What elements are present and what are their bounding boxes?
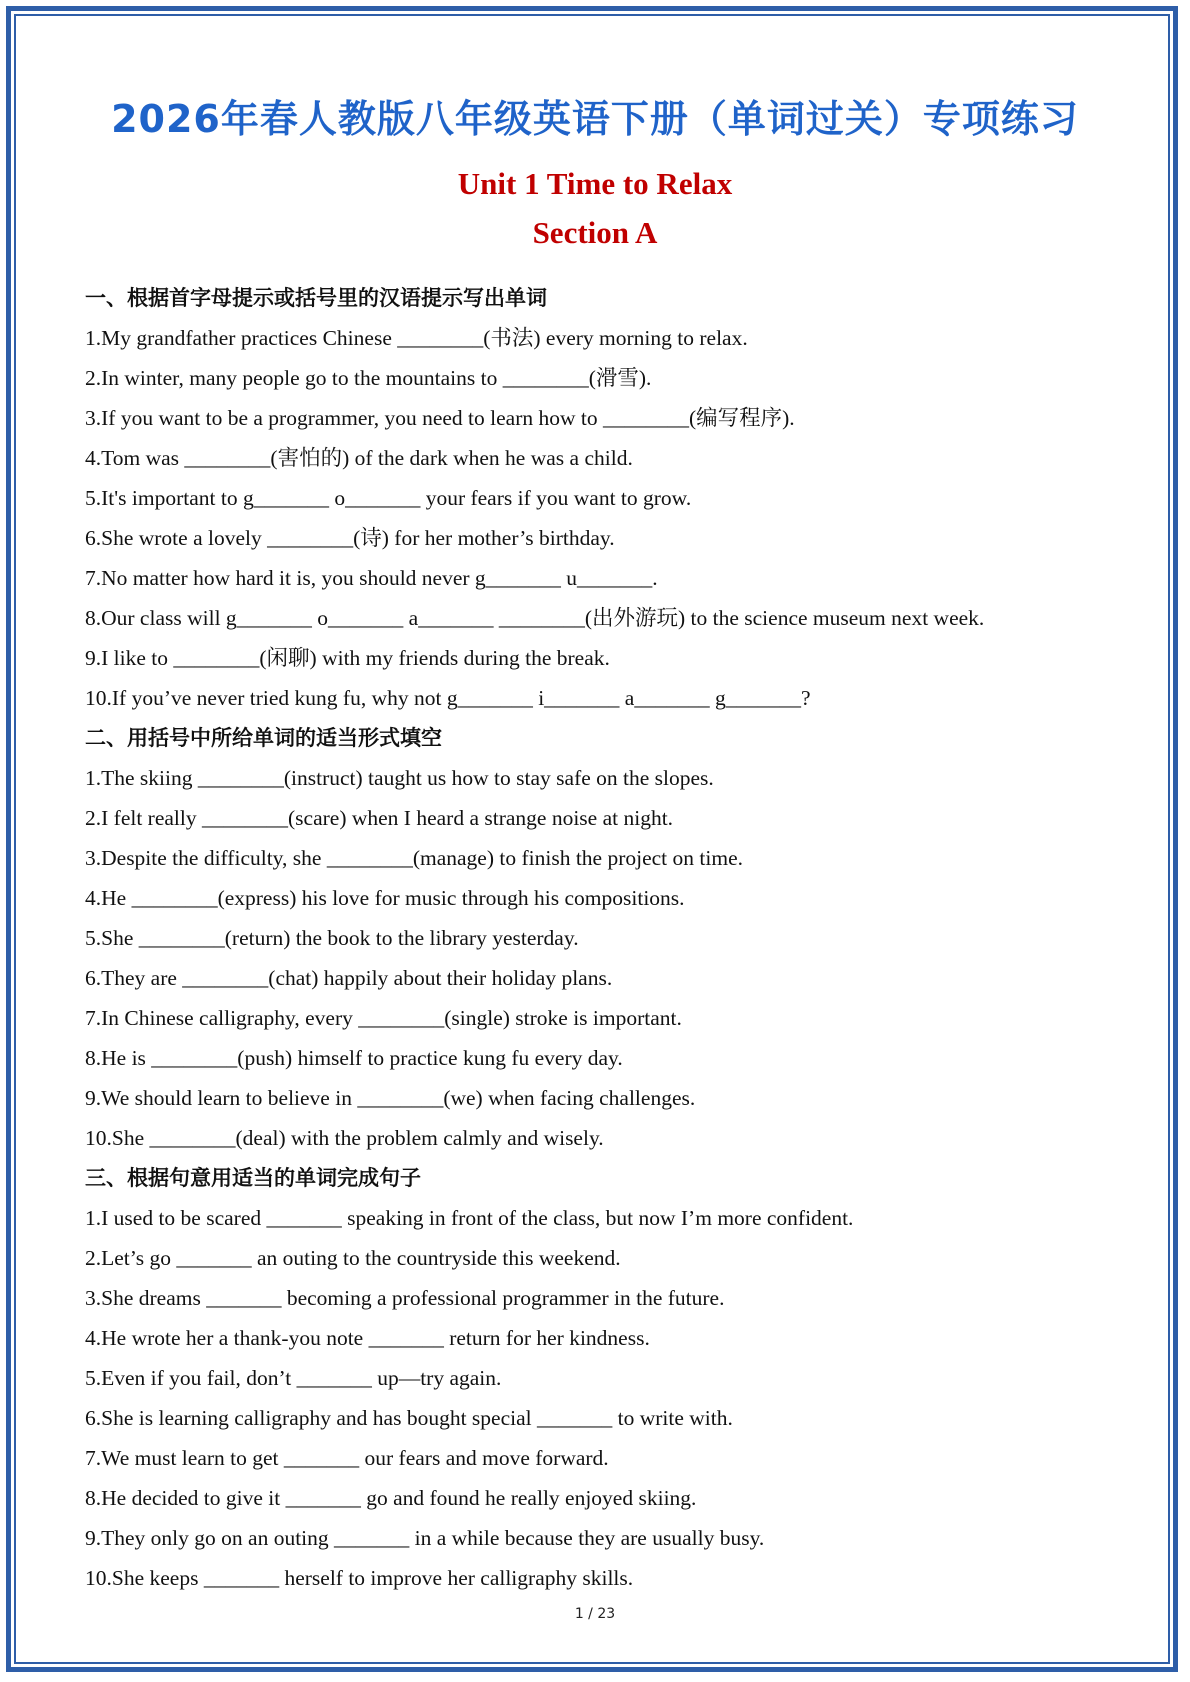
exercise-item: 9.They only go on an outing _______ in a while because they are usually busy. (85, 1526, 765, 1550)
exercise-item: 9.I like to ________(闲聊) with my friends during the break. (85, 646, 610, 670)
exercise-item: 7.In Chinese calligraphy, every ________(single) stroke is important. (85, 1006, 682, 1030)
exercise-item: 2.In winter, many people go to the mountains to ________(滑雪). (85, 366, 652, 390)
part-heading: 三、根据句意用适当的单词完成句子 (85, 1166, 421, 1190)
exercise-item: 3.She dreams _______ becoming a professional programmer in the future. (85, 1286, 725, 1310)
part-2 (85, 718, 1125, 1158)
exercise-item: 2.Let’s go _______ an outing to the countryside this weekend. (85, 1246, 621, 1270)
exercise-item: 1.My grandfather practices Chinese ________(书法) every morning to relax. (85, 326, 748, 350)
part-1 (85, 278, 1125, 718)
exercise-item: 8.Our class will g_______ o_______ a_______ ________(出外游玩) to the science museum next week. (85, 606, 985, 630)
exercise-item: 10.She ________(deal) with the problem calmly and wisely. (85, 1126, 604, 1150)
exercise-item: 4.He ________(express) his love for music through his compositions. (85, 886, 685, 910)
exercise-item: 6.She wrote a lovely ________(诗) for her mother’s birthday. (85, 526, 615, 550)
page-number: 1 / 23 (574, 1606, 616, 1622)
exercise-item: 5.Even if you fail, don’t _______ up—try again. (85, 1366, 502, 1390)
exercise-item: 6.She is learning calligraphy and has bought special _______ to write with. (85, 1406, 733, 1430)
exercise-item: 10.If you’ve never tried kung fu, why not g_______ i_______ a_______ g_______? (85, 686, 811, 710)
part-heading: 一、根据首字母提示或括号里的汉语提示写出单词 (85, 286, 547, 310)
exercise-item: 3.Despite the difficulty, she ________(manage) to finish the project on time. (85, 846, 743, 870)
exercise-item: 4.Tom was ________(害怕的) of the dark when he was a child. (85, 446, 633, 470)
exercise-item: 4.He wrote her a thank-you note _______ return for her kindness. (85, 1326, 650, 1350)
exercise-item: 8.He decided to give it _______ go and found he really enjoyed skiing. (85, 1486, 697, 1510)
exercise-item: 1.I used to be scared _______ speaking in front of the class, but now I’m more confident. (85, 1206, 854, 1230)
exercise-item: 5.She ________(return) the book to the library yesterday. (85, 926, 579, 950)
exercise-item: 1.The skiing ________(instruct) taught us how to stay safe on the slopes. (85, 766, 714, 790)
exercise-item: 10.She keeps _______ herself to improve her calligraphy skills. (85, 1566, 634, 1590)
part-heading: 二、用括号中所给单词的适当形式填空 (85, 726, 442, 750)
exercise-content (85, 278, 1125, 1598)
exercise-item: 9.We should learn to believe in ________(we) when facing challenges. (85, 1086, 696, 1110)
document-title: 2026年春人教版八年级英语下册（单词过关）专项练习 (111, 97, 1079, 141)
exercise-item: 7.We must learn to get _______ our fears and move forward. (85, 1446, 609, 1470)
exercise-item: 3.If you want to be a programmer, you need to learn how to ________(编写程序). (85, 406, 795, 430)
exercise-item: 6.They are ________(chat) happily about their holiday plans. (85, 966, 613, 990)
exercise-item: 8.He is ________(push) himself to practice kung fu every day. (85, 1046, 623, 1070)
exercise-item: 7.No matter how hard it is, you should never g_______ u_______. (85, 566, 658, 590)
unit-title: Unit 1 Time to Relax (457, 166, 733, 201)
exercise-item: 2.I felt really ________(scare) when I heard a strange noise at night. (85, 806, 674, 830)
section-title: Section A (532, 215, 658, 250)
part-3 (85, 1158, 1125, 1598)
exercise-item: 5.It's important to g_______ o_______ your fears if you want to grow. (85, 486, 692, 510)
